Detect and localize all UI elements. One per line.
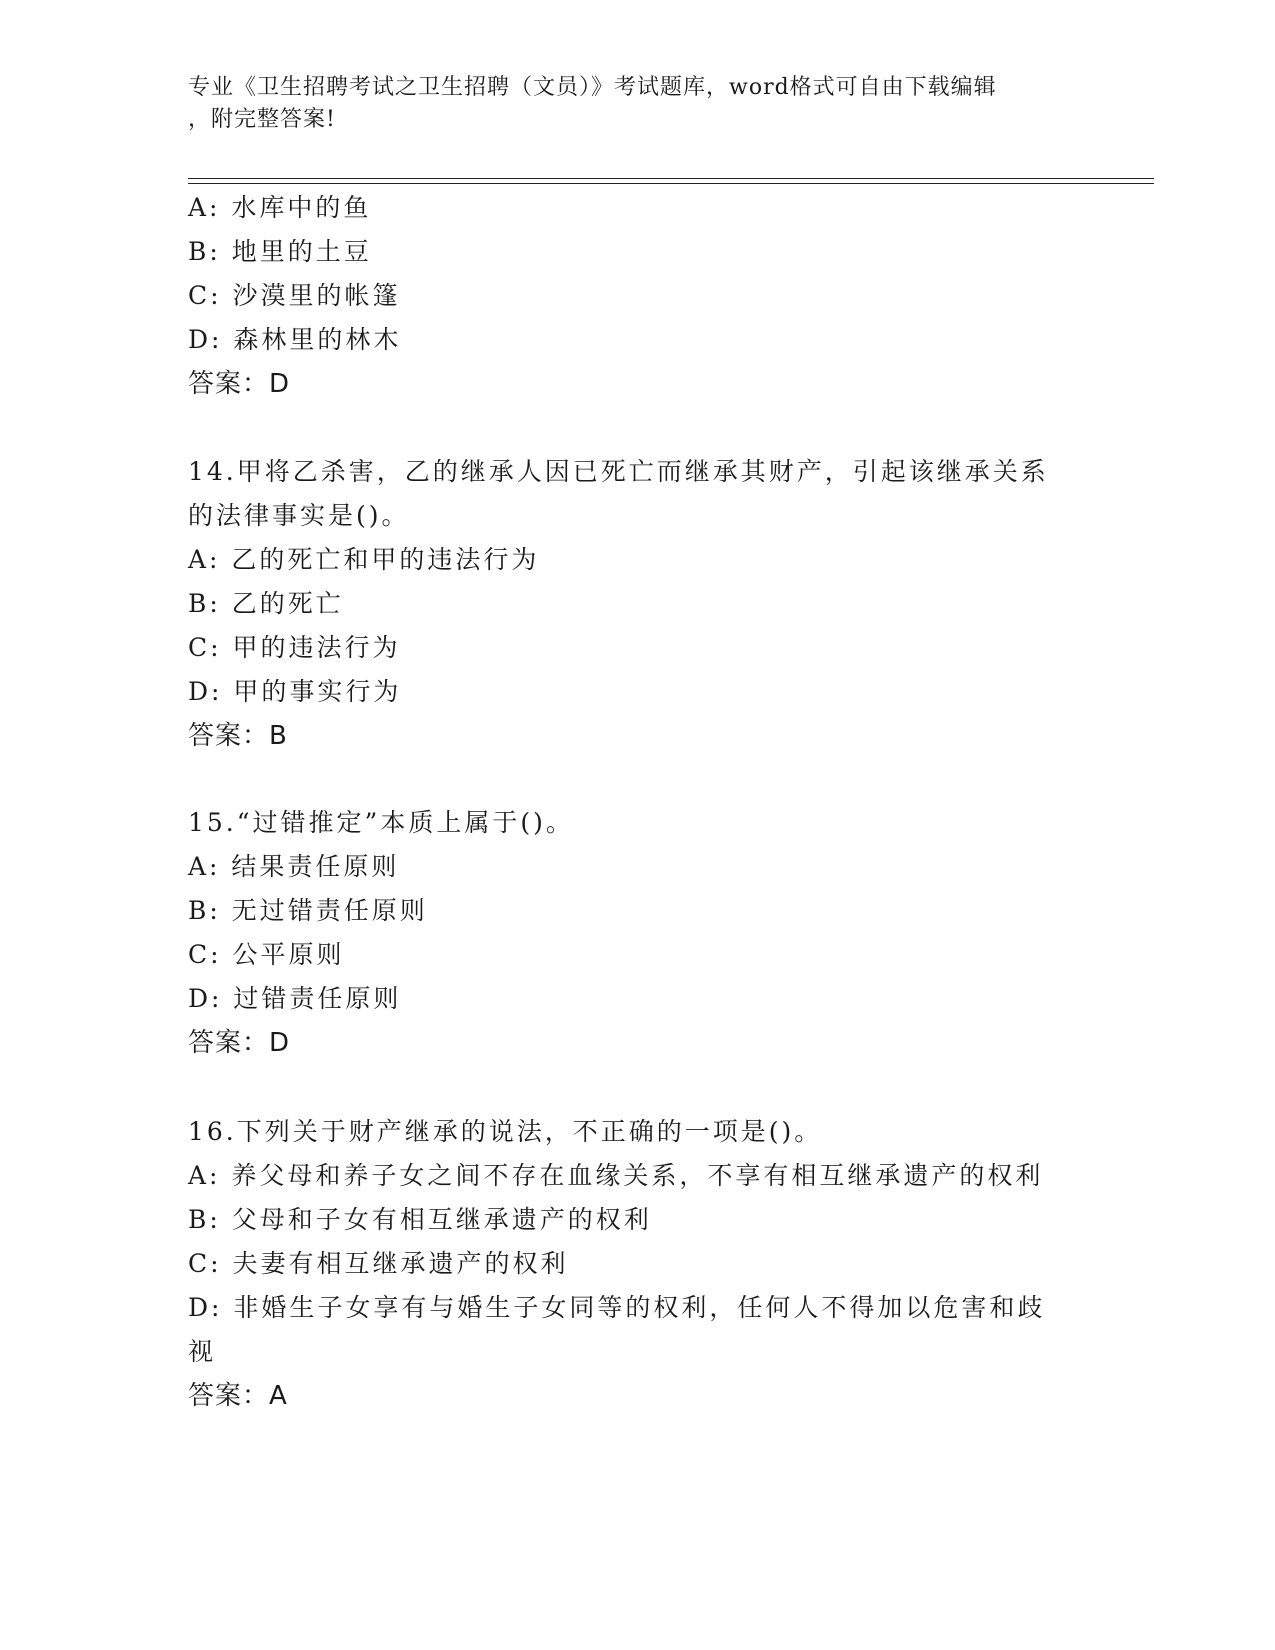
q15-option-c: C: 公平原则 [188,940,345,969]
q16-option-a: A: 养父母和养子女之间不存在血缘关系，不享有相互继承遗产的权利 [188,1161,1044,1190]
document-header [188,72,1068,136]
q15-option-d: D: 过错责任原则 [188,984,402,1013]
q15-stem-line-1: 15.“过错推定”本质上属于()。 [188,808,574,837]
q15-option-a: A: 结果责任原则 [188,852,400,881]
q15-option-b: B: 无过错责任原则 [188,896,428,925]
q14-option-c: C: 甲的违法行为 [188,633,401,662]
q16-option-d-line-1: D: 非婚生子女享有与婚生子女同等的权利，任何人不得加以危害和歧 [188,1293,1046,1322]
q14-stem-line-1: 14.甲将乙杀害，乙的继承人因已死亡而继承其财产，引起该继承关系 [188,457,1049,486]
q16-option-d-line-2: 视 [188,1337,217,1366]
header-line-1: 专业《卫生招聘考试之卫生招聘（文员）》考试题库，word格式可自由下载编辑 [188,75,997,100]
q14-option-b: B: 乙的死亡 [188,589,344,618]
header-line-2: ，附完整答案! [188,107,336,132]
q14-option-d: D: 甲的事实行为 [188,677,402,706]
q13-option-a: A: 水库中的鱼 [188,193,372,222]
q13-answer: 答案：D [188,369,291,399]
q16-option-c: C: 夫妻有相互继承遗产的权利 [188,1249,569,1278]
q16-answer: 答案：A [188,1381,288,1411]
q16-stem-line-1: 16.下列关于财产继承的说法，不正确的一项是()。 [188,1117,823,1146]
q13-option-b: B: 地里的土豆 [188,237,372,266]
q14-stem-line-2: 的法律事实是()。 [188,501,410,530]
q15-answer: 答案：D [188,1028,291,1058]
header-divider-top [188,178,1154,179]
q13-option-c: C: 沙漠里的帐篷 [188,281,401,310]
header-divider-bottom [188,183,1154,184]
q13-option-d: D: 森林里的林木 [188,325,402,354]
q14-answer: 答案：B [188,721,288,751]
q14-option-a: A: 乙的死亡和甲的违法行为 [188,545,540,574]
q16-option-b: B: 父母和子女有相互继承遗产的权利 [188,1205,652,1234]
